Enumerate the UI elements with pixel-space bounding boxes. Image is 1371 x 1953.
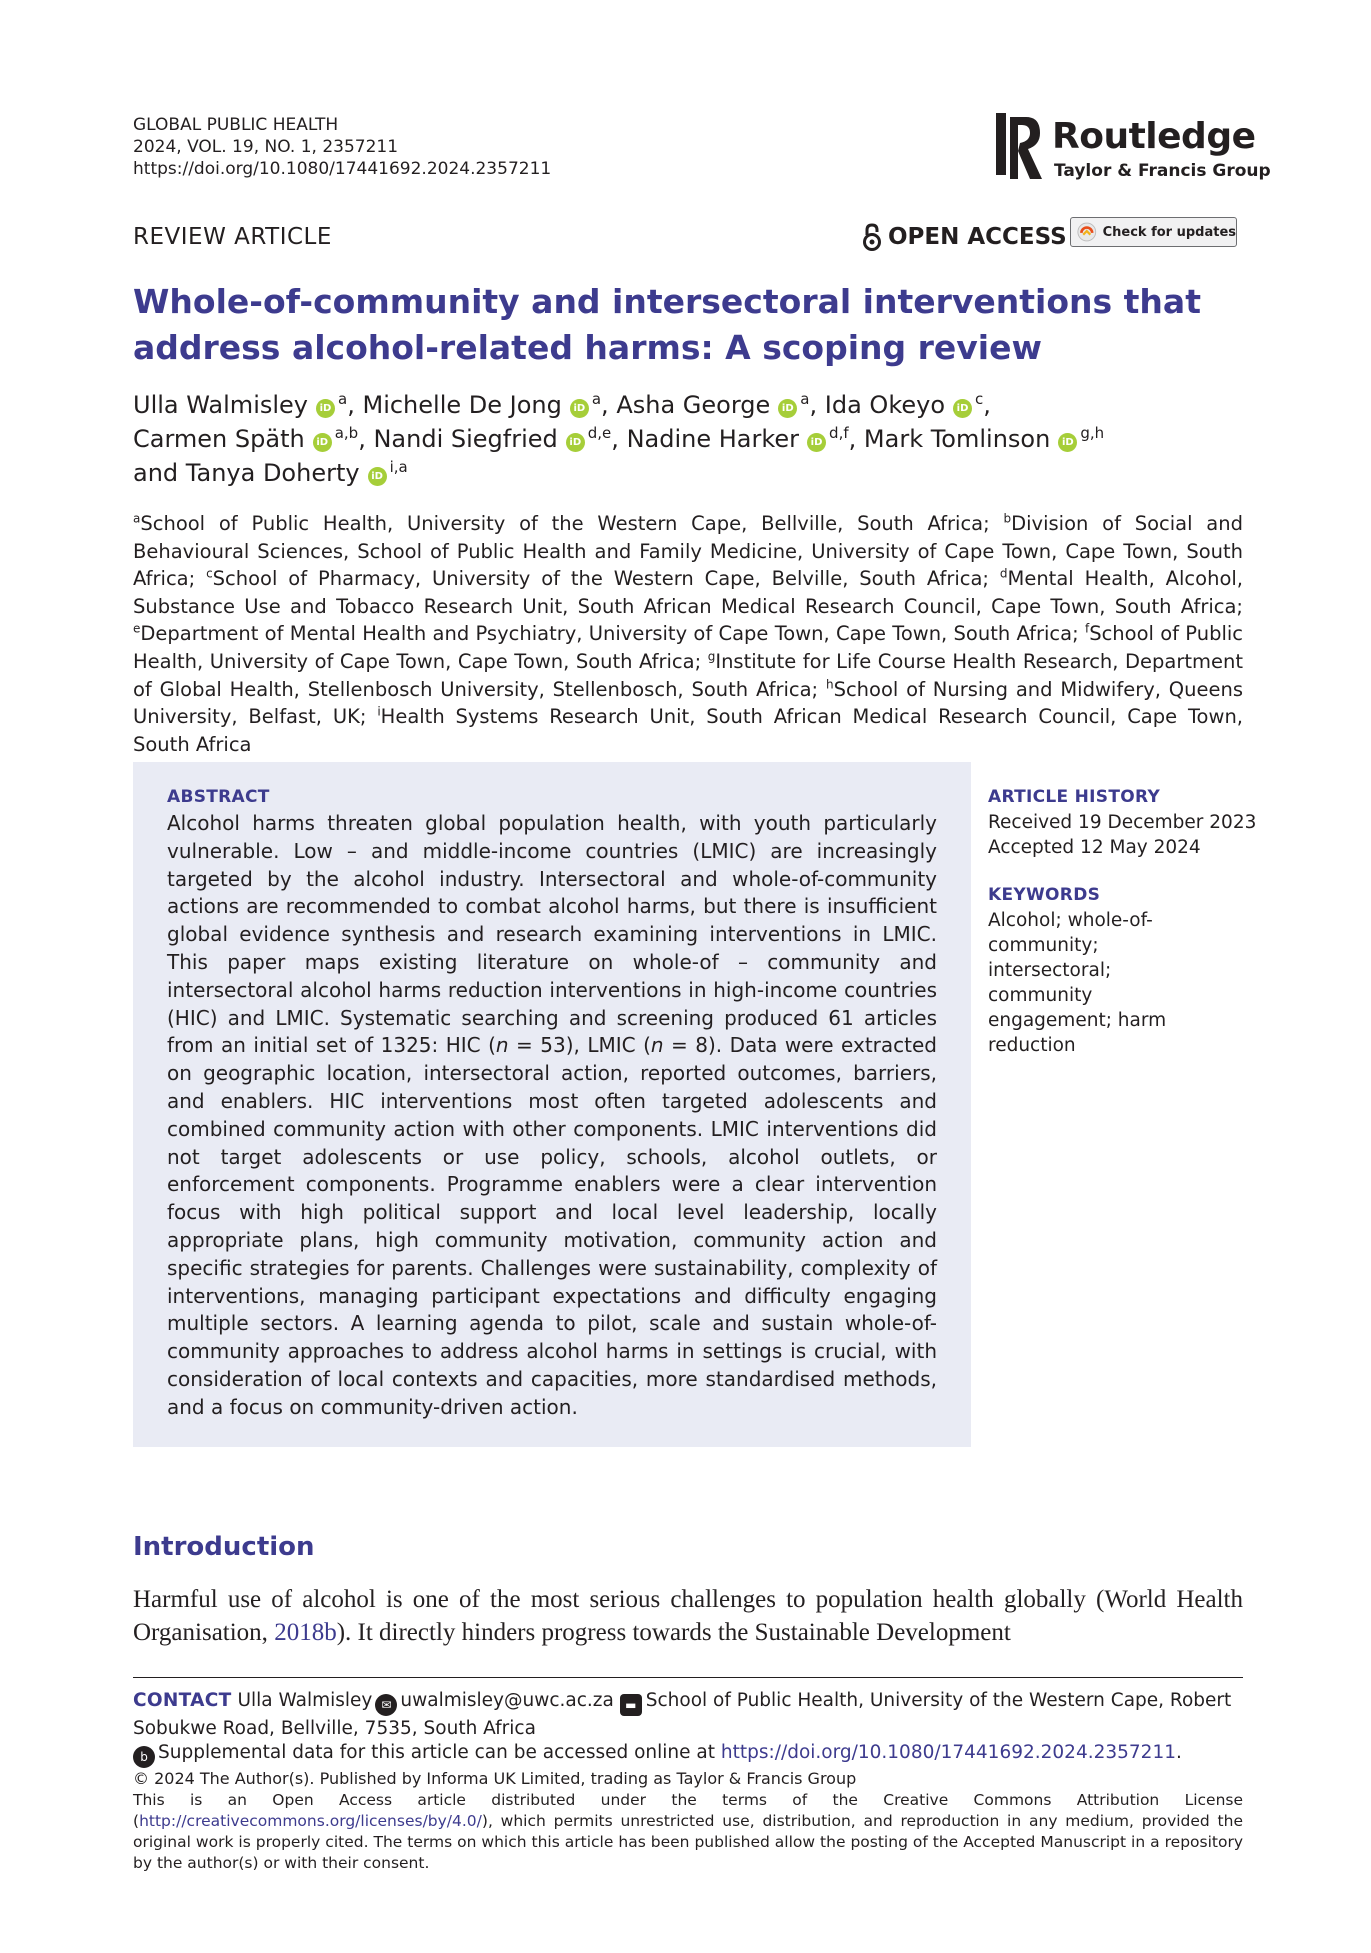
orcid-icon[interactable]: iD	[778, 399, 797, 418]
journal-name: GLOBAL PUBLIC HEALTH	[133, 115, 339, 135]
author-name: Asha George	[616, 391, 771, 419]
affiliation-text: School of Nursing and Midwifery, Queens University, Belfast, UK;	[133, 677, 1244, 729]
abstract-text-part: = 8). Data were extracted on geographic location, intersectoral action, reported outcomes, barriers, and enablers. HIC interventions most often targeted adolescents and combined community action with other components. LMIC interventions did not target adolescents or use policy, schools, alcohol outlets, or enforcement components. Programme enablers were a clear intervention focus with high political support and local level leadership, locally appropriate plans, high community motivation, community action and specific strategies for parents. Challenges were sustainability, complexity of interventions, managing participant expectations and difficulty engaging multiple sectors. A learning agenda to pilot, scale and sustain whole-of-community approaches to address alcohol harms in settings is crucial, with consideration of local contexts and capacities, more standardised methods, and a focus on community-driven action.	[167, 1033, 937, 1419]
author-name: Carmen Späth	[133, 425, 305, 453]
affiliation-text: School of Pharmacy, University of the Western Cape, Belville, South Africa;	[212, 567, 989, 591]
orcid-icon[interactable]: iD	[807, 433, 826, 452]
orcid-icon[interactable]: iD	[1058, 433, 1077, 452]
author-affiliation: a,b	[334, 424, 359, 442]
author-name: Nandi Siegfried	[373, 425, 558, 453]
author-affiliation: a	[338, 390, 348, 408]
author-separator: ,	[809, 391, 818, 419]
footer-divider	[133, 1677, 1243, 1678]
affiliation-key: f	[1084, 621, 1090, 636]
author-separator: ,	[848, 425, 857, 453]
author-name: Michelle De Jong	[362, 391, 562, 419]
abstract-text-part: = 53), LMIC (	[508, 1033, 651, 1058]
check-updates-icon	[1077, 221, 1097, 243]
affiliation-key: d	[999, 566, 1008, 581]
author-separator: ,	[601, 391, 609, 419]
affiliation-key: h	[825, 677, 834, 692]
author-name: Ulla Walmisley	[133, 391, 308, 419]
publisher-logo	[996, 113, 1271, 185]
publisher-group: Taylor & Francis Group	[1054, 161, 1271, 181]
author-list	[133, 388, 1243, 490]
supplemental-link[interactable]: https://doi.org/10.1080/17441692.2024.2357211	[720, 1742, 1176, 1763]
supplemental-note	[133, 1740, 1243, 1768]
affiliation-text: Health Systems Research Unit, South African Medical Research Council, Cape Town, South Africa	[133, 705, 1243, 756]
affiliation-text: School of Public Health, University of the Western Cape, Bellville, South Africa;	[140, 512, 990, 535]
license-text	[133, 1790, 1243, 1874]
article-history-heading: ARTICLE HISTORY	[988, 787, 1161, 807]
author-affiliation: d,f	[829, 424, 849, 442]
introduction-heading: Introduction	[133, 1532, 315, 1562]
abstract-text-part: Alcohol harms threaten global population health, with youth particularly vulnerable. Low – and middle-income countries (LMIC) are increasingly targeted by the alcohol industry. Intersectoral and whole-of-community actions are recommended to combat alcohol harms, but there is insufficient global evidence synthesis and research examining interventions in LMIC. This paper maps existing literature on whole-of – community and intersectoral alcohol harms reduction interventions in high-income countries (HIC) and LMIC. Systematic searching and screening produced 61 articles from an initial set of 1325: HIC (	[167, 811, 937, 1058]
intro-text-part: Harmful use of alcohol is one of the most serious challenges to population health globally (World Health Organisation,	[133, 1586, 1243, 1646]
accepted-date: Accepted 12 May 2024	[988, 837, 1201, 858]
author-name: Ida Okeyo	[824, 391, 946, 419]
abstract-n-label: n	[650, 1033, 664, 1058]
author-separator: ,	[983, 391, 991, 419]
license-link[interactable]: http://creativecommons.org/licenses/by/4.0/	[139, 1812, 482, 1830]
routledge-logo-icon	[996, 113, 1044, 185]
contact-name: Ulla Walmisley	[237, 1690, 373, 1711]
introduction-body	[133, 1583, 1243, 1649]
affiliation-key: e	[133, 621, 141, 636]
received-date: Received 19 December 2023	[988, 812, 1257, 833]
orcid-icon[interactable]: iD	[316, 399, 335, 418]
author-separator: ,	[358, 425, 366, 453]
author-separator: ,	[347, 391, 355, 419]
author-affiliation: a	[591, 390, 602, 408]
contact-email[interactable]: uwalmisley@uwc.ac.za	[400, 1690, 614, 1711]
open-access-lock-icon	[862, 223, 882, 251]
affiliations	[133, 510, 1243, 758]
author-affiliation: g,h	[1080, 424, 1105, 442]
license-part: ), which permits unrestricted use, distribution, and reproduction in any medium, provided the original work is properly cited. The terms on which this article has been published allow the posting of the Accepted Manuscript in a repository by the author(s) or with their consent.	[133, 1812, 1243, 1872]
keywords-heading: KEYWORDS	[988, 885, 1101, 905]
author-name: Nadine Harker	[626, 425, 800, 453]
author-affiliation: a	[800, 390, 810, 408]
journal-doi[interactable]: https://doi.org/10.1080/17441692.2024.2357211	[133, 159, 552, 179]
journal-volume: 2024, VOL. 19, NO. 1, 2357211	[133, 137, 399, 157]
check-updates-label: Check for updates	[1102, 224, 1236, 240]
orcid-icon[interactable]: iD	[313, 433, 332, 452]
publisher-name: Routledge	[1052, 116, 1256, 157]
orcid-icon[interactable]: iD	[953, 399, 972, 418]
author-affiliation: i,a	[389, 458, 408, 476]
author-affiliation: c	[975, 390, 984, 408]
open-access-label: OPEN ACCESS	[888, 224, 1067, 250]
contact-address: School of Public Health, University of the Western Cape, Robert Sobukwe Road, Bellville, 7535, South Africa	[133, 1690, 1232, 1739]
affiliation-key: b	[1003, 511, 1012, 526]
intro-text-part: ). It directly hinders progress towards the Sustainable Development	[336, 1619, 1011, 1646]
supplemental-end: .	[1176, 1742, 1182, 1763]
affiliation-key: a	[133, 511, 141, 526]
keywords-list: Alcohol; whole-of-community; intersectoral; community engagement; harm reduction	[988, 910, 1167, 1056]
contact-info	[133, 1688, 1243, 1742]
affiliation-text: Mental Health, Alcohol, Substance Use and Tobacco Research Unit, South African Medical Research Council, Cape Town, South Africa;	[133, 567, 1243, 618]
author-name: Tanya Doherty	[185, 459, 360, 487]
affiliation-text: School of Public Health, University of Cape Town, Cape Town, South Africa;	[133, 622, 1244, 673]
license-part: This is an Open Access article distributed under the terms of the Creative Commons Attribution License (	[133, 1791, 1243, 1830]
abstract-n-label: n	[495, 1033, 509, 1058]
author-name: Mark Tomlinson	[863, 425, 1051, 453]
abstract-heading: ABSTRACT	[167, 787, 270, 807]
article-title: Whole-of-community and intersectoral interventions that address alcohol-related harms: A scoping review	[133, 282, 1201, 367]
affiliation-key: i	[377, 704, 381, 719]
journal-info	[133, 114, 551, 180]
abstract-body	[167, 810, 937, 1422]
orcid-icon[interactable]: iD	[570, 399, 589, 418]
orcid-icon[interactable]: iD	[566, 433, 585, 452]
citation-link[interactable]: 2018b	[274, 1619, 337, 1646]
contact-label: CONTACT	[133, 1690, 232, 1711]
copyright-line: © 2024 The Author(s). Published by Informa UK Limited, trading as Taylor & Francis Group	[133, 1769, 857, 1788]
orcid-icon[interactable]: iD	[368, 467, 387, 486]
author-conjunction: and	[133, 459, 179, 487]
affiliation-text: Institute for Life Course Health Research, Department of Global Health, Stellenbosch University, Stellenbosch, South Africa;	[133, 649, 1243, 701]
email-icon: ✉	[375, 1694, 397, 1716]
affiliation-key: g	[707, 649, 716, 664]
affiliation-key: c	[206, 566, 213, 581]
open-access-badge	[862, 222, 1067, 252]
supplemental-icon: b	[133, 1746, 155, 1768]
affiliation-text: Division of Social and Behavioural Sciences, School of Public Health and Family Medicine, University of Cape Town, Cape Town, South Africa;	[133, 512, 1243, 591]
affiliation-text: Department of Mental Health and Psychiatry, University of Cape Town, Cape Town, South Africa;	[140, 622, 1079, 646]
check-updates-button[interactable]	[1070, 217, 1237, 247]
author-affiliation: d,e	[587, 424, 612, 442]
article-type: REVIEW ARTICLE	[133, 224, 332, 250]
article-history	[988, 810, 1256, 860]
supplemental-text: Supplemental data for this article can be accessed online at	[158, 1742, 721, 1763]
address-icon: ▬	[620, 1694, 642, 1716]
author-separator: ,	[611, 425, 619, 453]
